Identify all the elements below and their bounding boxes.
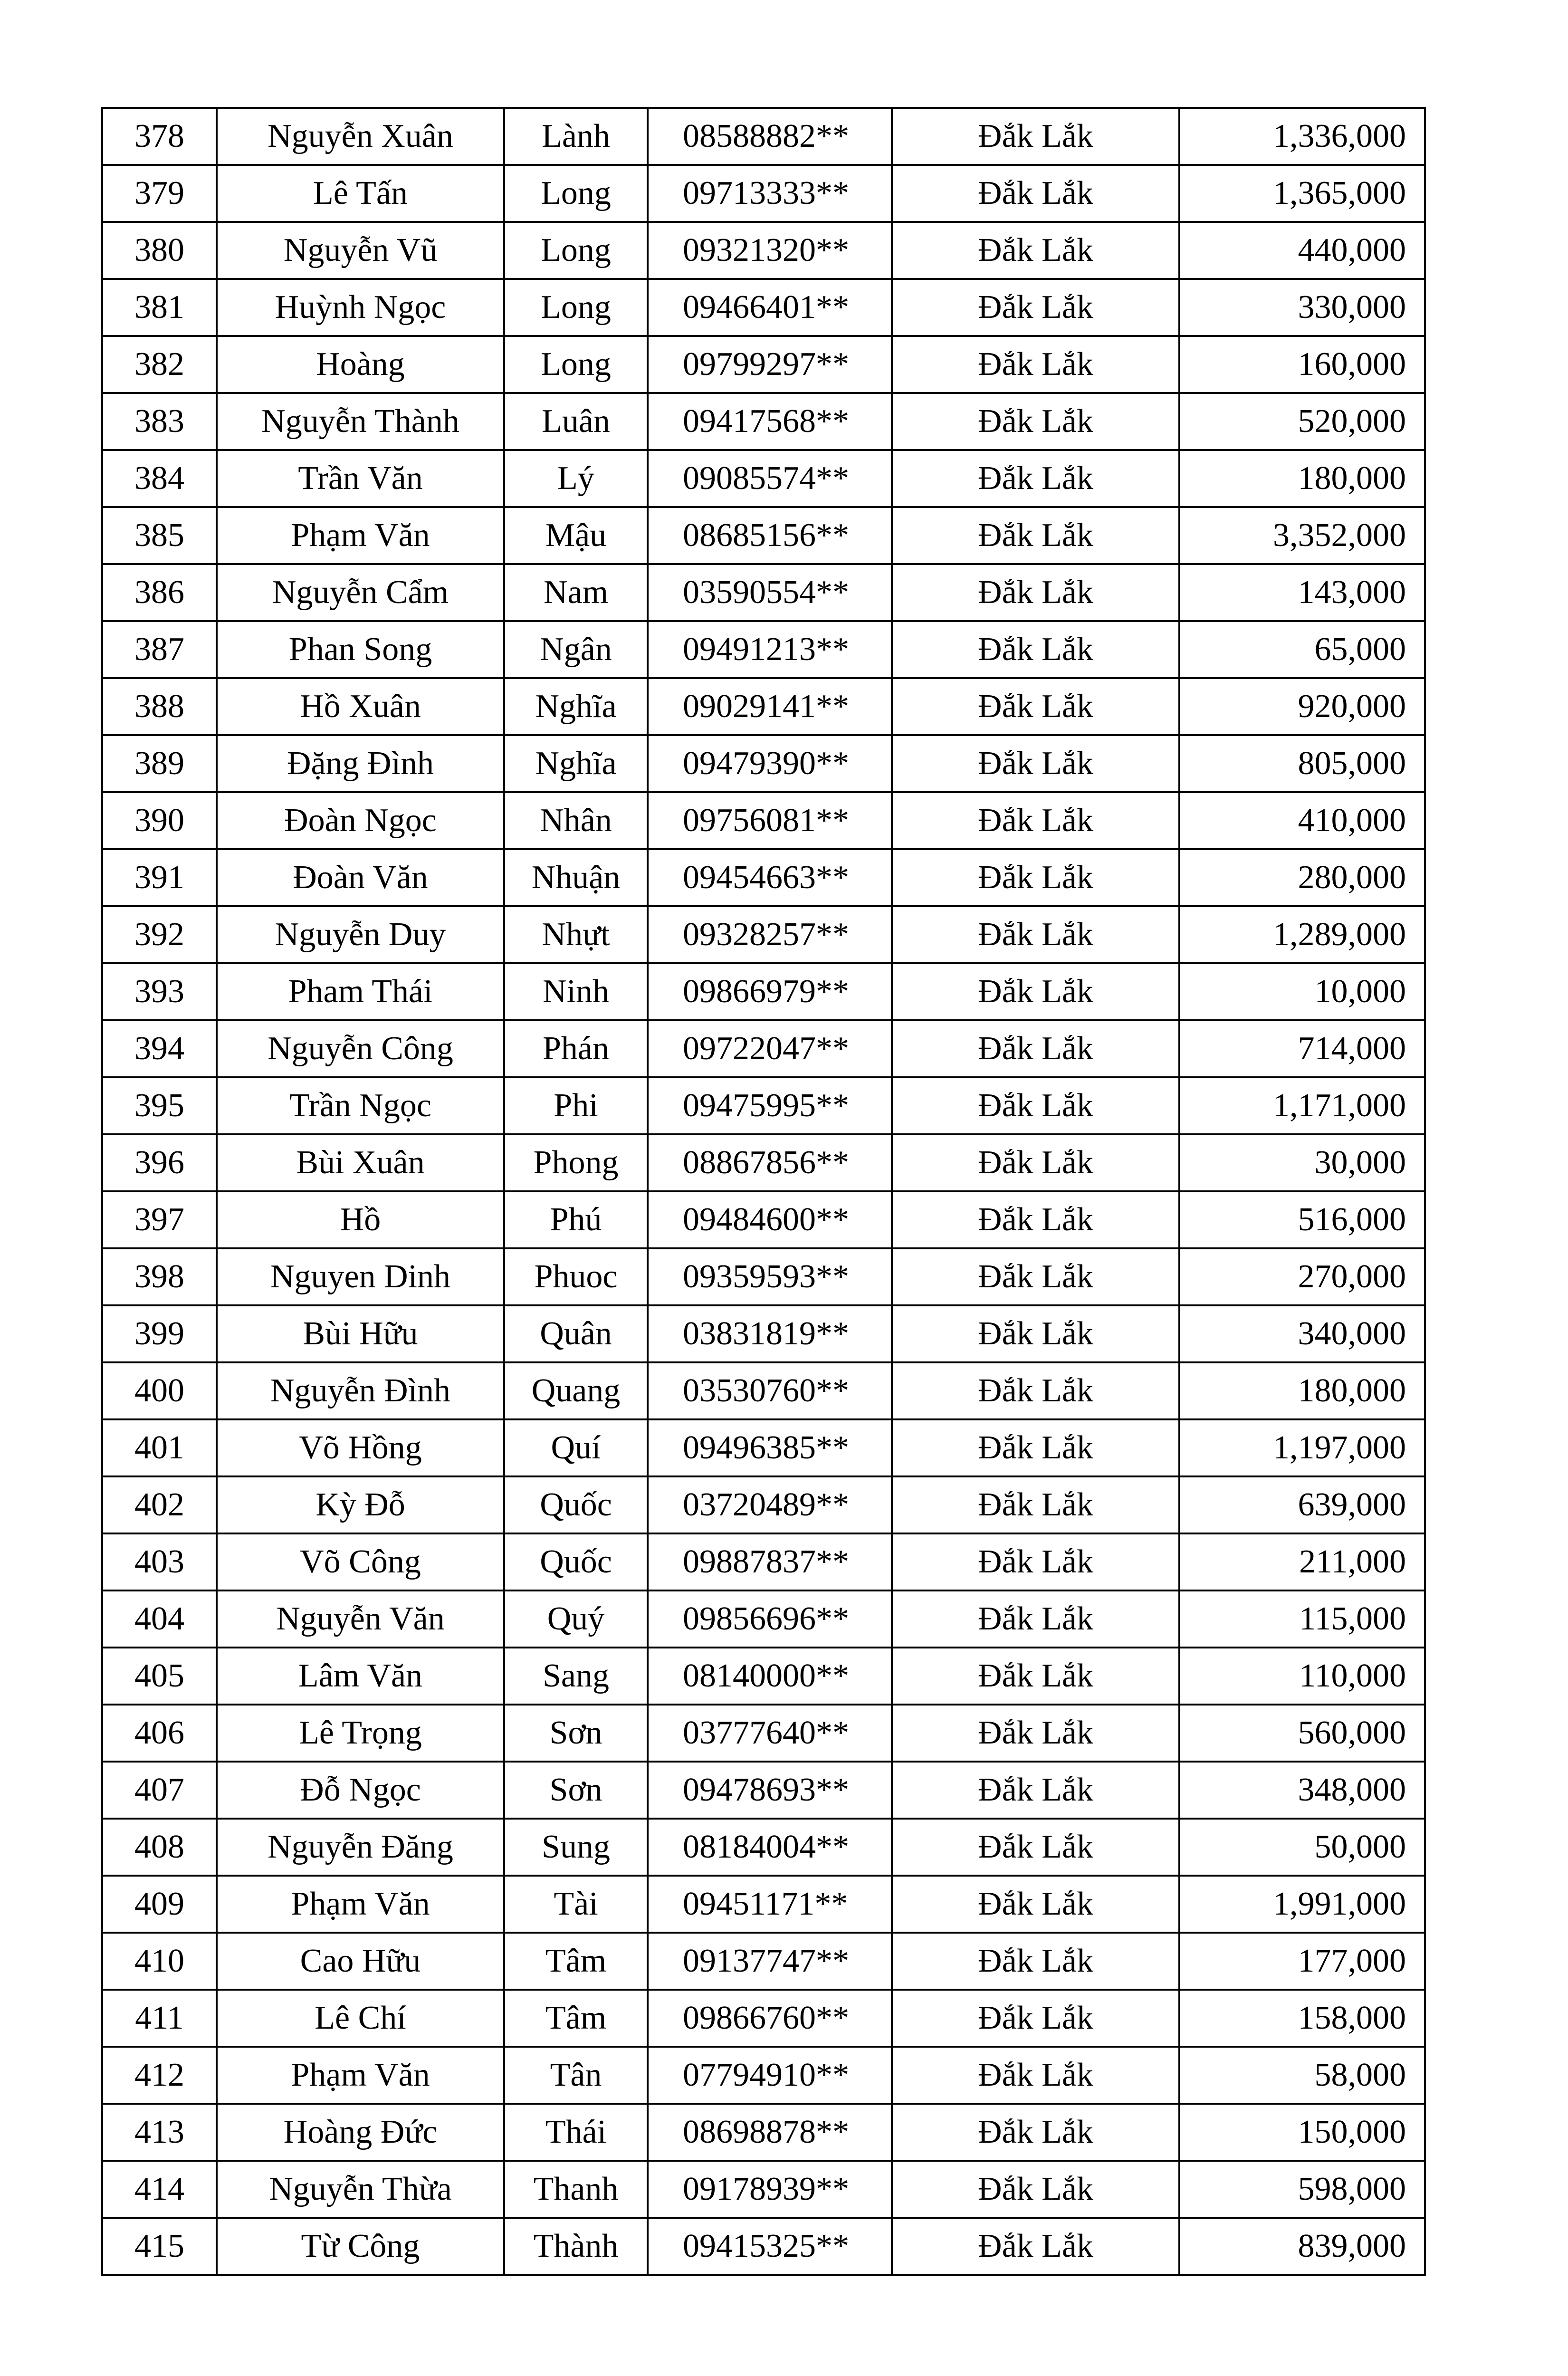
row-number-cell: 384 [102, 450, 217, 507]
province-cell: Đắk Lắk [892, 849, 1179, 906]
amount-cell: 516,000 [1179, 1191, 1425, 1248]
surname-middle-name-cell: Hoàng Đức [217, 2104, 504, 2161]
amount-cell: 1,289,000 [1179, 906, 1425, 963]
amount-cell: 270,000 [1179, 1248, 1425, 1305]
row-number-cell: 414 [102, 2161, 217, 2218]
given-name-cell: Sung [504, 1819, 648, 1876]
province-cell: Đắk Lắk [892, 1134, 1179, 1191]
phone-number-cell: 09178939** [648, 2161, 892, 2218]
phone-number-cell: 09454663** [648, 849, 892, 906]
province-cell: Đắk Lắk [892, 222, 1179, 279]
surname-middle-name-cell: Bùi Xuân [217, 1134, 504, 1191]
row-number-cell: 413 [102, 2104, 217, 2161]
phone-number-cell: 09475995** [648, 1077, 892, 1134]
row-number-cell: 404 [102, 1590, 217, 1648]
amount-cell: 115,000 [1179, 1590, 1425, 1648]
province-cell: Đắk Lắk [892, 1990, 1179, 2047]
province-cell: Đắk Lắk [892, 2218, 1179, 2275]
province-cell: Đắk Lắk [892, 1648, 1179, 1705]
given-name-cell: Quang [504, 1362, 648, 1419]
surname-middle-name-cell: Trần Ngọc [217, 1077, 504, 1134]
donor-table [101, 107, 1426, 2276]
amount-cell: 598,000 [1179, 2161, 1425, 2218]
table-row [102, 2218, 1425, 2275]
given-name-cell: Phong [504, 1134, 648, 1191]
table-row [102, 1134, 1425, 1191]
table-row [102, 279, 1425, 336]
table-row [102, 1077, 1425, 1134]
table-row [102, 963, 1425, 1020]
surname-middle-name-cell: Võ Hồng [217, 1419, 504, 1476]
surname-middle-name-cell: Đặng Đình [217, 735, 504, 792]
phone-number-cell: 09321320** [648, 222, 892, 279]
given-name-cell: Ninh [504, 963, 648, 1020]
table-row [102, 1305, 1425, 1362]
given-name-cell: Phú [504, 1191, 648, 1248]
phone-number-cell: 09799297** [648, 336, 892, 393]
amount-cell: 714,000 [1179, 1020, 1425, 1077]
table-row [102, 222, 1425, 279]
row-number-cell: 390 [102, 792, 217, 849]
given-name-cell: Ngân [504, 621, 648, 678]
phone-number-cell: 07794910** [648, 2047, 892, 2104]
amount-cell: 1,197,000 [1179, 1419, 1425, 1476]
province-cell: Đắk Lắk [892, 1876, 1179, 1933]
surname-middle-name-cell: Nguyễn Đăng [217, 1819, 504, 1876]
amount-cell: 143,000 [1179, 564, 1425, 621]
row-number-cell: 415 [102, 2218, 217, 2275]
given-name-cell: Quí [504, 1419, 648, 1476]
surname-middle-name-cell: Nguyễn Thừa [217, 2161, 504, 2218]
phone-number-cell: 03720489** [648, 1476, 892, 1533]
row-number-cell: 402 [102, 1476, 217, 1533]
given-name-cell: Sơn [504, 1705, 648, 1762]
surname-middle-name-cell: Phạm Văn [217, 1876, 504, 1933]
surname-middle-name-cell: Nguyễn Duy [217, 906, 504, 963]
given-name-cell: Luân [504, 393, 648, 450]
phone-number-cell: 03777640** [648, 1705, 892, 1762]
surname-middle-name-cell: Phan Song [217, 621, 504, 678]
province-cell: Đắk Lắk [892, 450, 1179, 507]
province-cell: Đắk Lắk [892, 336, 1179, 393]
amount-cell: 520,000 [1179, 393, 1425, 450]
amount-cell: 180,000 [1179, 450, 1425, 507]
amount-cell: 330,000 [1179, 279, 1425, 336]
table-row [102, 1990, 1425, 2047]
row-number-cell: 380 [102, 222, 217, 279]
province-cell: Đắk Lắk [892, 1476, 1179, 1533]
row-number-cell: 411 [102, 1990, 217, 2047]
table-row [102, 108, 1425, 165]
table-row [102, 849, 1425, 906]
amount-cell: 110,000 [1179, 1648, 1425, 1705]
amount-cell: 1,991,000 [1179, 1876, 1425, 1933]
province-cell: Đắk Lắk [892, 906, 1179, 963]
table-row [102, 336, 1425, 393]
province-cell: Đắk Lắk [892, 1191, 1179, 1248]
province-cell: Đắk Lắk [892, 393, 1179, 450]
phone-number-cell: 09866979** [648, 963, 892, 1020]
amount-cell: 160,000 [1179, 336, 1425, 393]
table-row [102, 564, 1425, 621]
phone-number-cell: 09491213** [648, 621, 892, 678]
table-row [102, 450, 1425, 507]
given-name-cell: Quân [504, 1305, 648, 1362]
given-name-cell: Thành [504, 2218, 648, 2275]
row-number-cell: 395 [102, 1077, 217, 1134]
amount-cell: 560,000 [1179, 1705, 1425, 1762]
province-cell: Đắk Lắk [892, 1762, 1179, 1819]
table-row [102, 906, 1425, 963]
given-name-cell: Quý [504, 1590, 648, 1648]
surname-middle-name-cell: Hoàng [217, 336, 504, 393]
table-row [102, 1533, 1425, 1590]
table-row [102, 621, 1425, 678]
surname-middle-name-cell: Đoàn Văn [217, 849, 504, 906]
surname-middle-name-cell: Nguyễn Đình [217, 1362, 504, 1419]
table-row [102, 1590, 1425, 1648]
province-cell: Đắk Lắk [892, 1305, 1179, 1362]
row-number-cell: 393 [102, 963, 217, 1020]
row-number-cell: 385 [102, 507, 217, 564]
phone-number-cell: 09756081** [648, 792, 892, 849]
table-row [102, 1705, 1425, 1762]
province-cell: Đắk Lắk [892, 963, 1179, 1020]
amount-cell: 177,000 [1179, 1933, 1425, 1990]
province-cell: Đắk Lắk [892, 564, 1179, 621]
province-cell: Đắk Lắk [892, 2104, 1179, 2161]
amount-cell: 65,000 [1179, 621, 1425, 678]
given-name-cell: Thái [504, 2104, 648, 2161]
given-name-cell: Thanh [504, 2161, 648, 2218]
phone-number-cell: 03590554** [648, 564, 892, 621]
surname-middle-name-cell: Nguyen Dinh [217, 1248, 504, 1305]
phone-number-cell: 09484600** [648, 1191, 892, 1248]
row-number-cell: 382 [102, 336, 217, 393]
amount-cell: 58,000 [1179, 2047, 1425, 2104]
table-row [102, 2047, 1425, 2104]
province-cell: Đắk Lắk [892, 1248, 1179, 1305]
amount-cell: 30,000 [1179, 1134, 1425, 1191]
given-name-cell: Tâm [504, 1990, 648, 2047]
surname-middle-name-cell: Pham Thái [217, 963, 504, 1020]
given-name-cell: Nghĩa [504, 735, 648, 792]
surname-middle-name-cell: Nguyễn Văn [217, 1590, 504, 1648]
surname-middle-name-cell: Nguyễn Thành [217, 393, 504, 450]
amount-cell: 1,365,000 [1179, 165, 1425, 222]
given-name-cell: Long [504, 165, 648, 222]
amount-cell: 180,000 [1179, 1362, 1425, 1419]
amount-cell: 805,000 [1179, 735, 1425, 792]
phone-number-cell: 08184004** [648, 1819, 892, 1876]
amount-cell: 280,000 [1179, 849, 1425, 906]
surname-middle-name-cell: Võ Công [217, 1533, 504, 1590]
amount-cell: 1,171,000 [1179, 1077, 1425, 1134]
amount-cell: 440,000 [1179, 222, 1425, 279]
row-number-cell: 383 [102, 393, 217, 450]
amount-cell: 158,000 [1179, 1990, 1425, 2047]
table-row [102, 1248, 1425, 1305]
given-name-cell: Phi [504, 1077, 648, 1134]
given-name-cell: Sơn [504, 1762, 648, 1819]
surname-middle-name-cell: Nguyễn Vũ [217, 222, 504, 279]
given-name-cell: Quốc [504, 1533, 648, 1590]
table-row [102, 678, 1425, 735]
province-cell: Đắk Lắk [892, 2047, 1179, 2104]
table-row [102, 1648, 1425, 1705]
phone-number-cell: 08867856** [648, 1134, 892, 1191]
phone-number-cell: 09359593** [648, 1248, 892, 1305]
given-name-cell: Nhân [504, 792, 648, 849]
given-name-cell: Mậu [504, 507, 648, 564]
surname-middle-name-cell: Bùi Hữu [217, 1305, 504, 1362]
table-row [102, 1476, 1425, 1533]
table-row [102, 507, 1425, 564]
amount-cell: 150,000 [1179, 2104, 1425, 2161]
province-cell: Đắk Lắk [892, 1590, 1179, 1648]
phone-number-cell: 09137747** [648, 1933, 892, 1990]
table-row [102, 735, 1425, 792]
given-name-cell: Nghĩa [504, 678, 648, 735]
row-number-cell: 394 [102, 1020, 217, 1077]
province-cell: Đắk Lắk [892, 1533, 1179, 1590]
amount-cell: 410,000 [1179, 792, 1425, 849]
province-cell: Đắk Lắk [892, 735, 1179, 792]
province-cell: Đắk Lắk [892, 507, 1179, 564]
table-row [102, 1762, 1425, 1819]
phone-number-cell: 09415325** [648, 2218, 892, 2275]
table-row [102, 1419, 1425, 1476]
given-name-cell: Quốc [504, 1476, 648, 1533]
row-number-cell: 387 [102, 621, 217, 678]
amount-cell: 340,000 [1179, 1305, 1425, 1362]
given-name-cell: Phán [504, 1020, 648, 1077]
phone-number-cell: 08685156** [648, 507, 892, 564]
given-name-cell: Long [504, 336, 648, 393]
province-cell: Đắk Lắk [892, 279, 1179, 336]
phone-number-cell: 09478693** [648, 1762, 892, 1819]
amount-cell: 50,000 [1179, 1819, 1425, 1876]
province-cell: Đắk Lắk [892, 1419, 1179, 1476]
phone-number-cell: 09029141** [648, 678, 892, 735]
amount-cell: 10,000 [1179, 963, 1425, 1020]
row-number-cell: 388 [102, 678, 217, 735]
phone-number-cell: 09722047** [648, 1020, 892, 1077]
amount-cell: 839,000 [1179, 2218, 1425, 2275]
row-number-cell: 400 [102, 1362, 217, 1419]
amount-cell: 920,000 [1179, 678, 1425, 735]
table-row [102, 1362, 1425, 1419]
surname-middle-name-cell: Nguyễn Xuân [217, 108, 504, 165]
province-cell: Đắk Lắk [892, 1020, 1179, 1077]
amount-cell: 348,000 [1179, 1762, 1425, 1819]
given-name-cell: Tài [504, 1876, 648, 1933]
given-name-cell: Nam [504, 564, 648, 621]
row-number-cell: 410 [102, 1933, 217, 1990]
surname-middle-name-cell: Lê Chí [217, 1990, 504, 2047]
given-name-cell: Nhựt [504, 906, 648, 963]
surname-middle-name-cell: Hồ Xuân [217, 678, 504, 735]
surname-middle-name-cell: Cao Hữu [217, 1933, 504, 1990]
surname-middle-name-cell: Phạm Văn [217, 507, 504, 564]
amount-cell: 3,352,000 [1179, 507, 1425, 564]
table-row [102, 1020, 1425, 1077]
row-number-cell: 389 [102, 735, 217, 792]
phone-number-cell: 08140000** [648, 1648, 892, 1705]
phone-number-cell: 09887837** [648, 1533, 892, 1590]
province-cell: Đắk Lắk [892, 165, 1179, 222]
given-name-cell: Long [504, 222, 648, 279]
surname-middle-name-cell: Lê Trọng [217, 1705, 504, 1762]
surname-middle-name-cell: Hồ [217, 1191, 504, 1248]
phone-number-cell: 09328257** [648, 906, 892, 963]
given-name-cell: Tâm [504, 1933, 648, 1990]
phone-number-cell: 09451171** [648, 1876, 892, 1933]
surname-middle-name-cell: Nguyễn Cẩm [217, 564, 504, 621]
row-number-cell: 403 [102, 1533, 217, 1590]
row-number-cell: 379 [102, 165, 217, 222]
given-name-cell: Sang [504, 1648, 648, 1705]
surname-middle-name-cell: Lê Tấn [217, 165, 504, 222]
province-cell: Đắk Lắk [892, 678, 1179, 735]
surname-middle-name-cell: Từ Công [217, 2218, 504, 2275]
amount-cell: 1,336,000 [1179, 108, 1425, 165]
row-number-cell: 399 [102, 1305, 217, 1362]
province-cell: Đắk Lắk [892, 2161, 1179, 2218]
phone-number-cell: 09417568** [648, 393, 892, 450]
surname-middle-name-cell: Đoàn Ngọc [217, 792, 504, 849]
row-number-cell: 398 [102, 1248, 217, 1305]
row-number-cell: 406 [102, 1705, 217, 1762]
given-name-cell: Nhuận [504, 849, 648, 906]
province-cell: Đắk Lắk [892, 1362, 1179, 1419]
table-row [102, 792, 1425, 849]
row-number-cell: 397 [102, 1191, 217, 1248]
surname-middle-name-cell: Nguyễn Công [217, 1020, 504, 1077]
donor-table-body [102, 108, 1425, 2275]
phone-number-cell: 09496385** [648, 1419, 892, 1476]
province-cell: Đắk Lắk [892, 621, 1179, 678]
row-number-cell: 408 [102, 1819, 217, 1876]
amount-cell: 639,000 [1179, 1476, 1425, 1533]
province-cell: Đắk Lắk [892, 1819, 1179, 1876]
given-name-cell: Lý [504, 450, 648, 507]
table-row [102, 1191, 1425, 1248]
province-cell: Đắk Lắk [892, 108, 1179, 165]
phone-number-cell: 08588882** [648, 108, 892, 165]
row-number-cell: 396 [102, 1134, 217, 1191]
phone-number-cell: 09713333** [648, 165, 892, 222]
row-number-cell: 392 [102, 906, 217, 963]
surname-middle-name-cell: Phạm Văn [217, 2047, 504, 2104]
surname-middle-name-cell: Đỗ Ngọc [217, 1762, 504, 1819]
phone-number-cell: 09085574** [648, 450, 892, 507]
row-number-cell: 381 [102, 279, 217, 336]
phone-number-cell: 03530760** [648, 1362, 892, 1419]
phone-number-cell: 08698878** [648, 2104, 892, 2161]
row-number-cell: 378 [102, 108, 217, 165]
given-name-cell: Lành [504, 108, 648, 165]
amount-cell: 211,000 [1179, 1533, 1425, 1590]
phone-number-cell: 09466401** [648, 279, 892, 336]
province-cell: Đắk Lắk [892, 1077, 1179, 1134]
row-number-cell: 405 [102, 1648, 217, 1705]
given-name-cell: Phuoc [504, 1248, 648, 1305]
table-row [102, 1933, 1425, 1990]
phone-number-cell: 09856696** [648, 1590, 892, 1648]
row-number-cell: 412 [102, 2047, 217, 2104]
given-name-cell: Long [504, 279, 648, 336]
surname-middle-name-cell: Lâm Văn [217, 1648, 504, 1705]
phone-number-cell: 09866760** [648, 1990, 892, 2047]
table-row [102, 2104, 1425, 2161]
row-number-cell: 401 [102, 1419, 217, 1476]
table-row [102, 393, 1425, 450]
table-row [102, 1819, 1425, 1876]
table-row [102, 165, 1425, 222]
table-row [102, 2161, 1425, 2218]
row-number-cell: 386 [102, 564, 217, 621]
table-row [102, 1876, 1425, 1933]
surname-middle-name-cell: Kỳ Đỗ [217, 1476, 504, 1533]
row-number-cell: 407 [102, 1762, 217, 1819]
row-number-cell: 391 [102, 849, 217, 906]
surname-middle-name-cell: Trần Văn [217, 450, 504, 507]
phone-number-cell: 03831819** [648, 1305, 892, 1362]
row-number-cell: 409 [102, 1876, 217, 1933]
province-cell: Đắk Lắk [892, 1933, 1179, 1990]
given-name-cell: Tân [504, 2047, 648, 2104]
surname-middle-name-cell: Huỳnh Ngọc [217, 279, 504, 336]
province-cell: Đắk Lắk [892, 1705, 1179, 1762]
province-cell: Đắk Lắk [892, 792, 1179, 849]
phone-number-cell: 09479390** [648, 735, 892, 792]
